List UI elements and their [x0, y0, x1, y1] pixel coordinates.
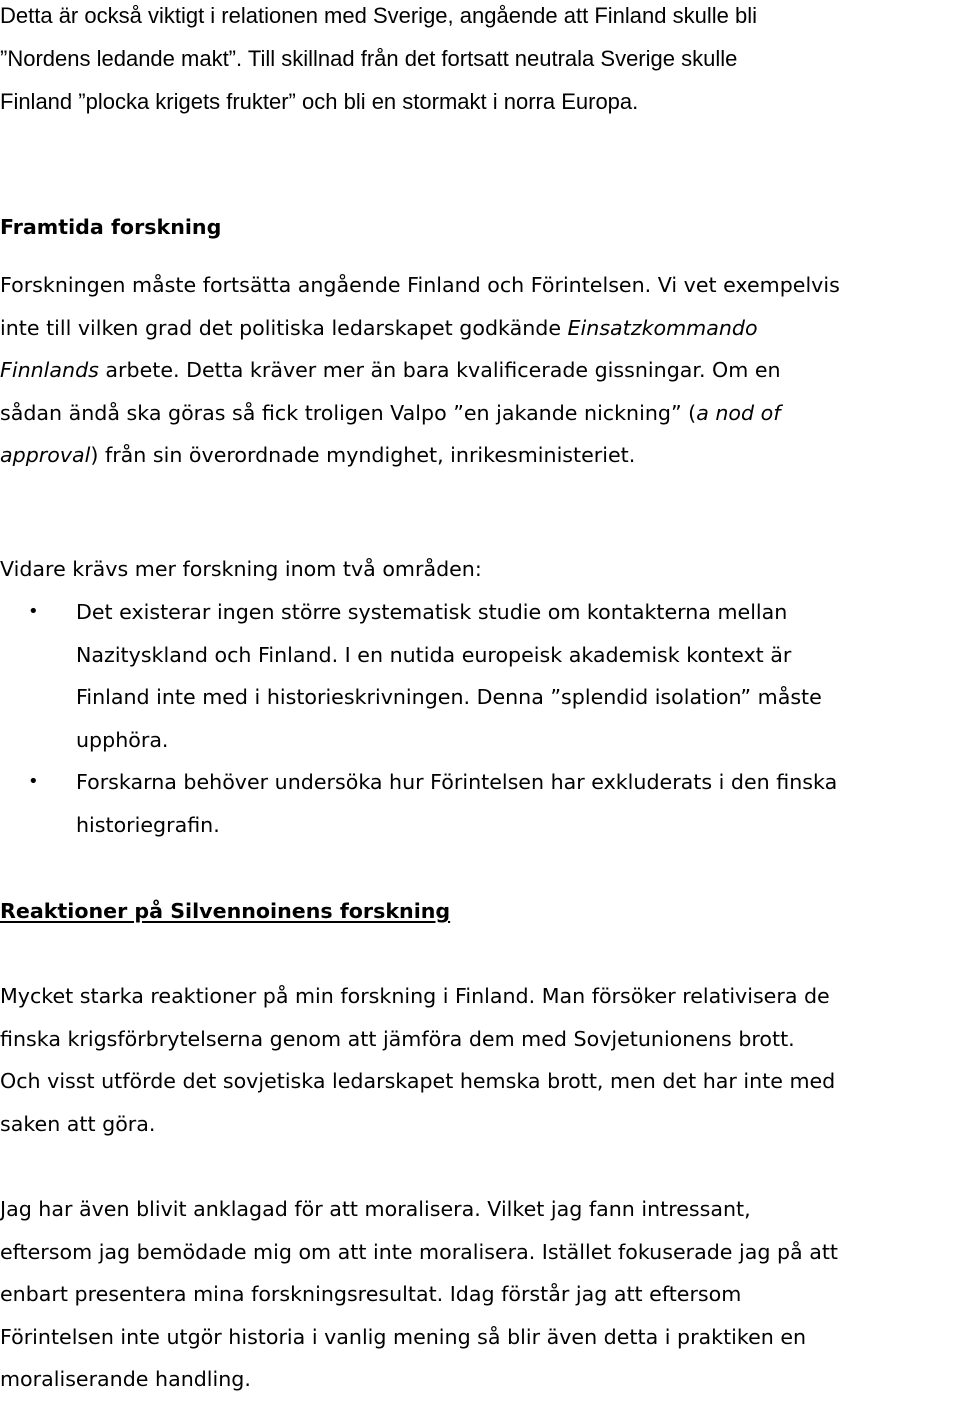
text-line: Detta är också viktigt i relationen med Sverige, angående att Finland skulle bli [0, 3, 757, 28]
intro-paragraph [0, 0, 960, 123]
text-line: Forskarna behöver undersöka hur Förintelsen har exkluderats i den finska [76, 770, 838, 795]
italic-term: approval [0, 443, 91, 468]
italic-term: a nod of [696, 400, 781, 425]
text-line: ”Nordens ledande makt”. Till skillnad från det fortsatt neutrala Sverige skulle [0, 46, 738, 71]
bullet-icon: • [28, 601, 39, 622]
text-run: sådan ändå ska göras så fick troligen Valpo ”en jakande nickning” ( [0, 400, 697, 425]
text-line: finska krigsförbrytelserna genom att jämföra dem med Sovjetunionens brott. [0, 1026, 795, 1051]
reactions-paragraph-2 [0, 1188, 960, 1401]
list-item [0, 591, 960, 761]
text-line: Forskningen måste fortsätta angående Finland och Förintelsen. Vi vet exempelvis [0, 273, 840, 297]
italic-term: Einsatzkommando [567, 315, 758, 340]
text-line: historiegrafin. [76, 812, 220, 837]
text-line: Nazityskland och Finland. I en nutida europeisk akademisk kontext är [76, 642, 792, 667]
bullet-icon: • [28, 771, 39, 793]
text-line [0, 434, 960, 477]
text-line: Förintelsen inte utgör historia i vanlig mening så blir även detta i praktiken en [0, 1324, 807, 1349]
text-line: Och visst utförde det sovjetiska ledarskapet hemska brott, men det har inte med [0, 1069, 836, 1094]
text-run: ) från sin överordnade myndighet, inrikesministeriet. [90, 443, 636, 468]
text-line: upphöra. [76, 727, 169, 752]
text-line: Jag har även blivit anklagad för att moralisera. Vilket jag fann intressant, [0, 1197, 751, 1221]
text-line [0, 349, 960, 392]
reactions-paragraph-1 [0, 975, 960, 1145]
text-line [0, 392, 960, 435]
research-areas-list [0, 591, 960, 847]
text-line: Finland inte med i historieskrivningen. Denna ”splendid isolation” måste [76, 685, 822, 710]
text-line: enbart presentera mina forskningsresultat. Idag förstår jag att eftersom [0, 1282, 742, 1307]
text-line: Mycket starka reaktioner på min forskning i Finland. Man försöker relativisera de [0, 984, 830, 1008]
future-research-intro-list [0, 548, 960, 591]
text-line: Finland ”plocka krigets frukter” och bli en stormakt i norra Europa. [0, 89, 639, 114]
list-item [0, 761, 960, 846]
text-line: Vidare krävs mer forskning inom två områden: [0, 557, 482, 581]
text-run: arbete. Detta kräver mer än bara kvalificerade gissningar. Om en [98, 358, 781, 383]
section-heading-future-research: Framtida forskning [0, 215, 222, 239]
text-line: moraliserande handling. [0, 1367, 251, 1392]
future-research-paragraph [0, 264, 960, 477]
text-line: eftersom jag bemödade mig om att inte moralisera. Istället fokuserade jag på att [0, 1239, 838, 1264]
section-heading-reactions: Reaktioner på Silvennoinens forskning [0, 899, 451, 923]
text-run: inte till vilken grad det politiska ledarskapet godkände [0, 315, 568, 340]
text-line: Det existerar ingen större systematisk studie om kontakterna mellan [76, 600, 788, 624]
text-line [0, 307, 960, 350]
text-line: saken att göra. [0, 1111, 156, 1136]
italic-term: Finnlands [0, 358, 99, 383]
